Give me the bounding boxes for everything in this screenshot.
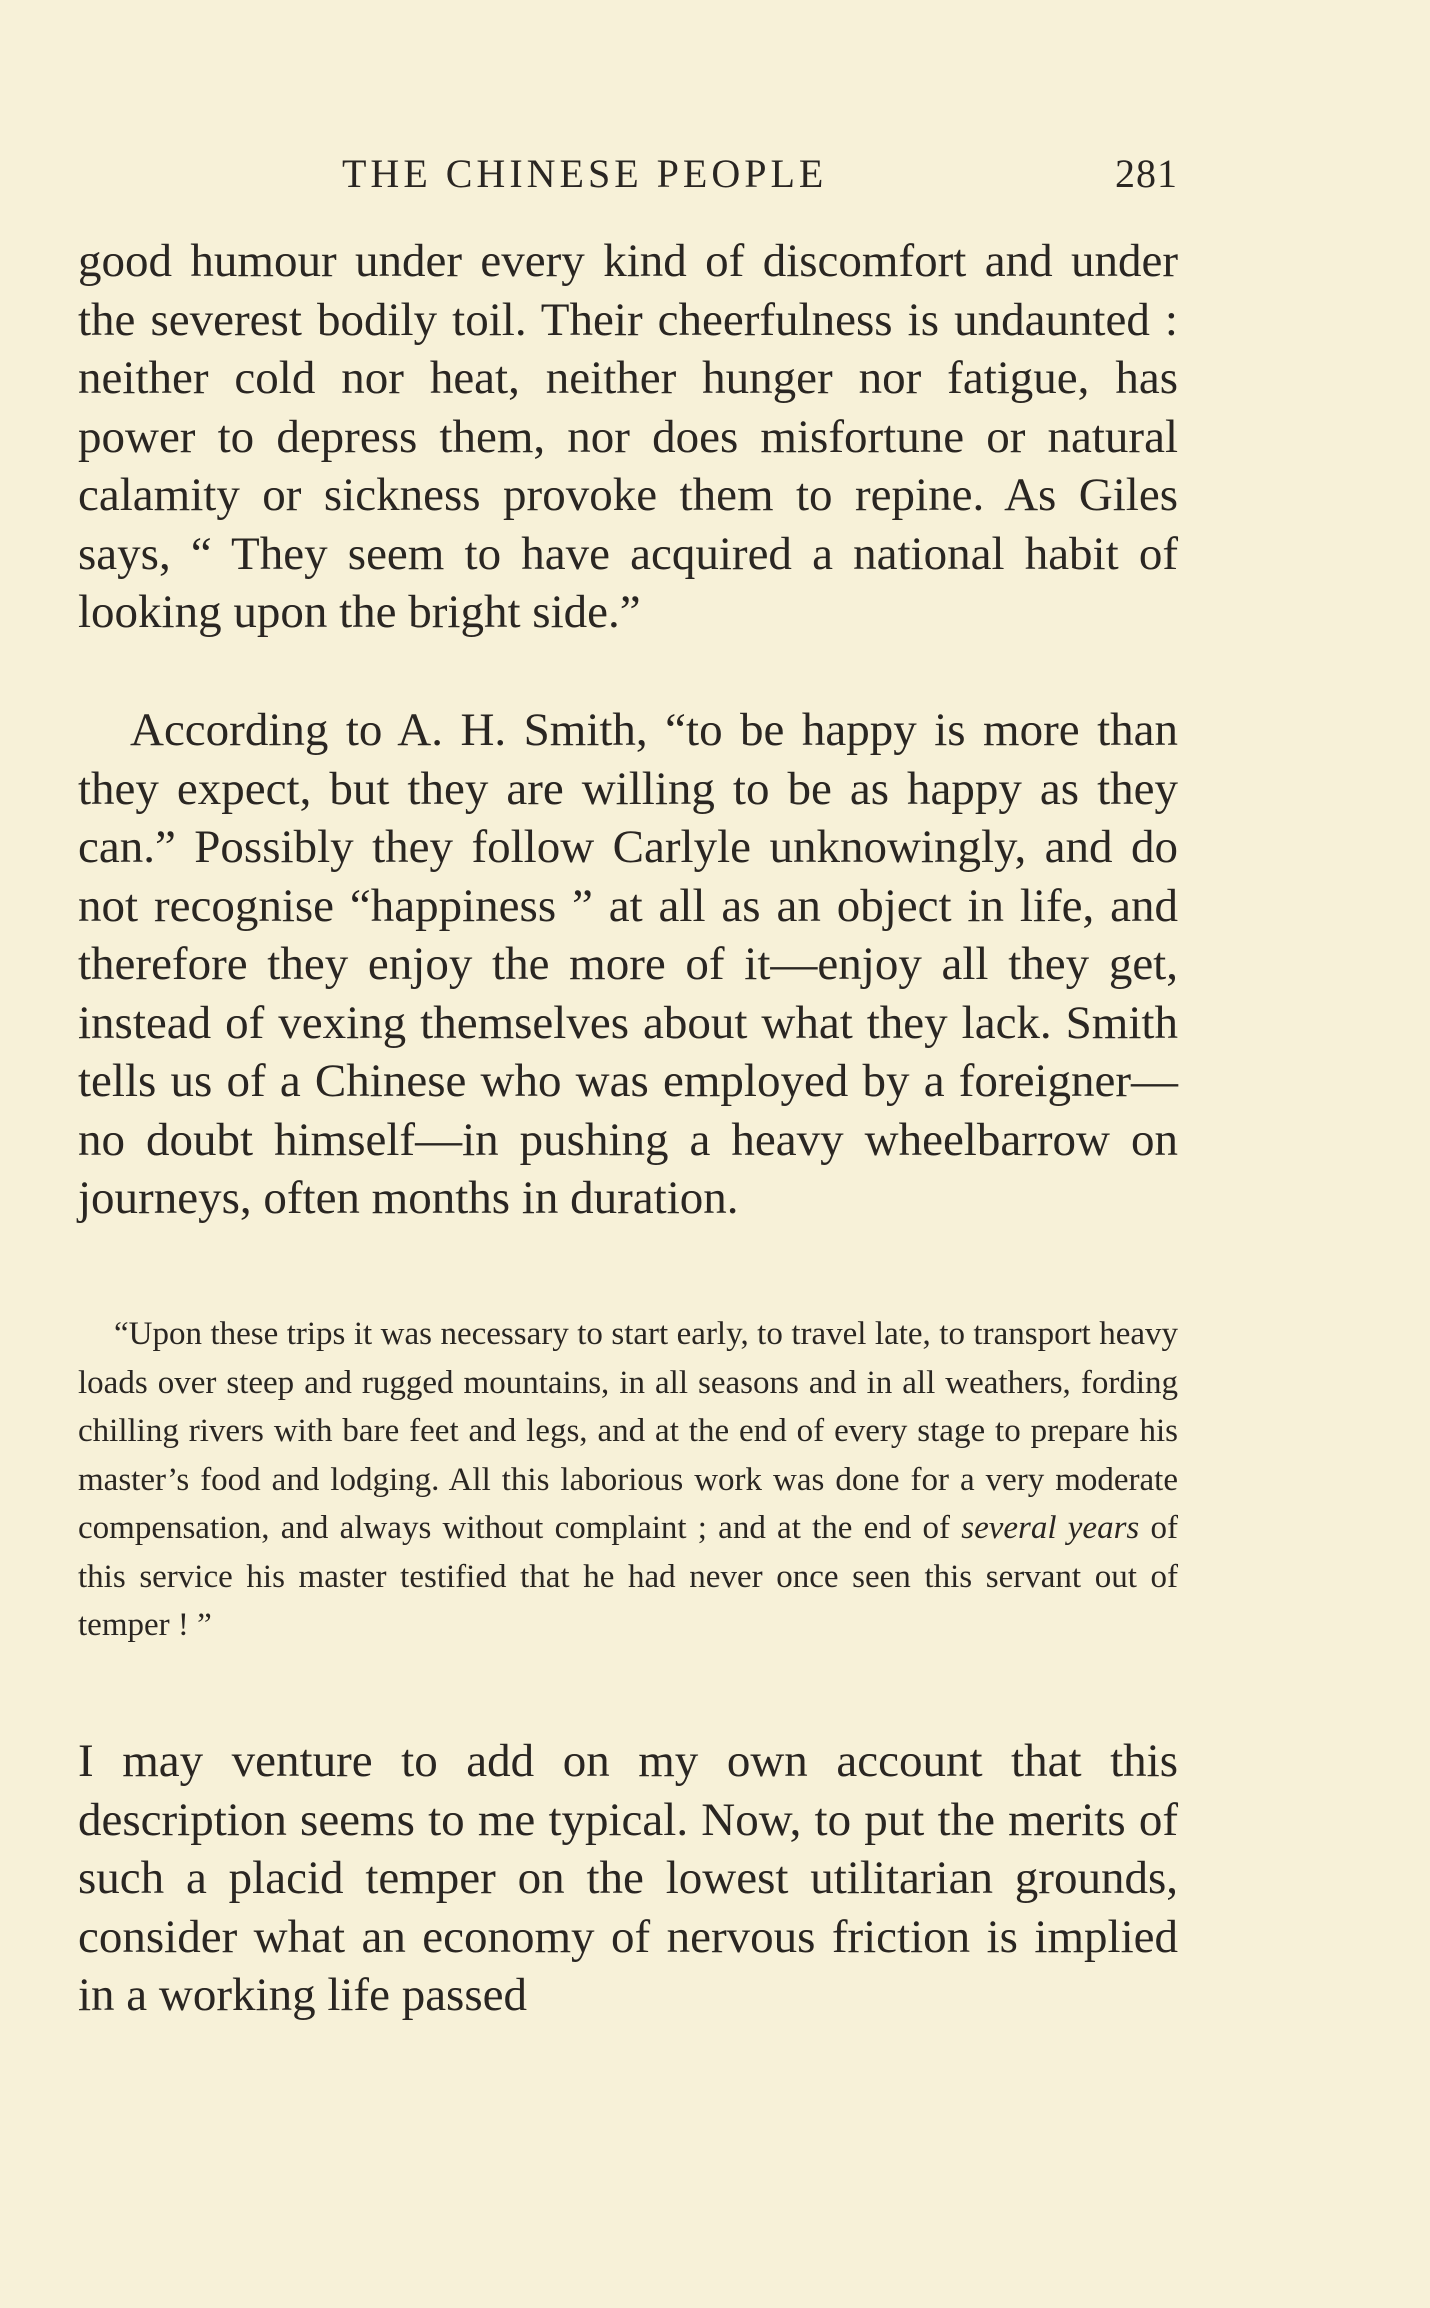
running-title: THE CHINESE PEOPLE <box>342 151 828 196</box>
quote-text-before: “Upon these trips it was necessary to start early, to travel late, to transport heavy loads over steep and rugged mountains, in all seasons and in all weathers, fording chilling rivers with bare feet and legs, and at the end of every stage to prepare his master’s food and lodging. All this laborious work was done for a very moderate compensation, and always without complaint ; and at the end of <box>78 1316 1178 1546</box>
quote-emphasis: several years <box>961 1510 1140 1546</box>
paragraph-closing: I may venture to add on my own account that this description seems to me typical. Now, to put the merits of such a placid temper on the lowest utilitarian grounds, consider what an economy of nervous friction is implied in a working life passed <box>78 1735 1178 2021</box>
page-number: 281 <box>1115 151 1178 196</box>
paragraph-smith: According to A. H. Smith, “to be happy is more than they expect, but they are willing to be as happy as they can.” Possibly they follow Carlyle unknowingly, and do not recognise “happiness ” at all as an object in life, and therefore they enjoy the more of it—enjoy all they get, instead of vexing themselves about what they lack. Smith tells us of a Chinese who was employed by a foreigner—no doubt himself—in pushing a heavy wheelbarrow on journeys, often months in duration. <box>78 704 1178 1224</box>
running-head <box>78 150 1178 210</box>
paragraph-continuation: good humour under every kind of discomfort and under the severest bodily toil. Their cheerfulness is undaunted : neither cold nor heat, neither hunger nor fatigue, has power to depress them, nor does misfortune or natural calamity or sickness provoke them to repine. As Giles says, “ They seem to have acquired a national habit of looking upon the bright side.” <box>78 235 1178 638</box>
quote-text-after: of this service his master testified that he had never once seen this servant out of temper ! ” <box>78 1510 1178 1643</box>
block-quote <box>78 1310 1178 1650</box>
